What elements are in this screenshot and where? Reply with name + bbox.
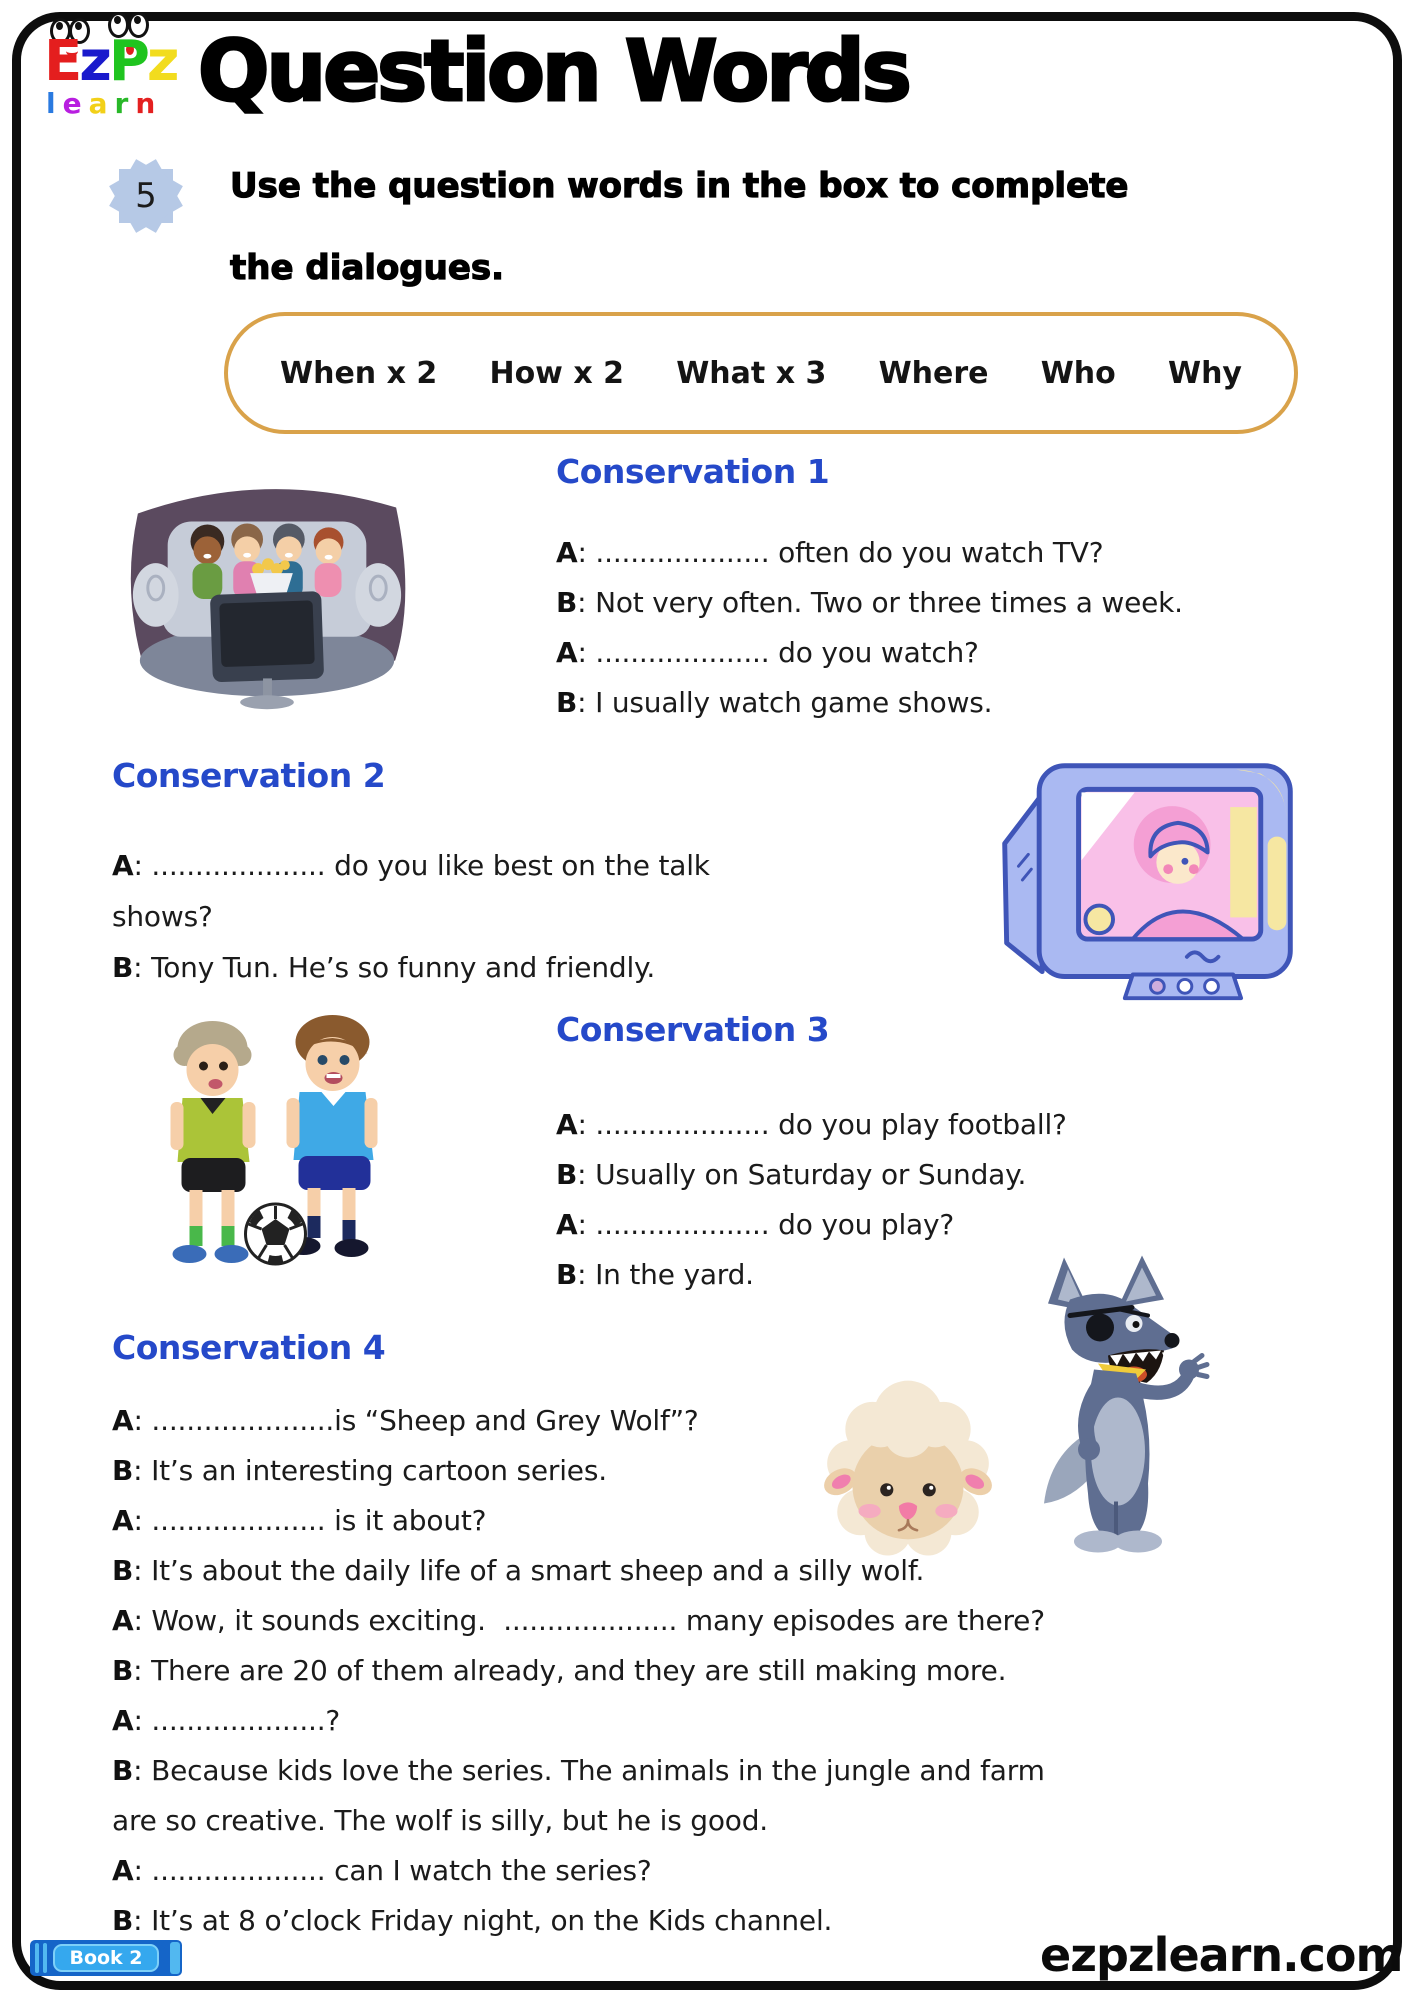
dialogue-line: B: In the yard.: [556, 1258, 754, 1291]
word-option: What x 3: [676, 355, 827, 391]
logo-wordmark: EzPz: [44, 29, 177, 94]
dialogue-line: B: There are 20 of them already, and they are still making more.: [112, 1654, 1007, 1687]
exercise-number: 5: [135, 176, 157, 216]
dialogue-line: B: It’s at 8 o’clock Friday night, on the Kids channel.: [112, 1904, 833, 1937]
word-option: Why: [1167, 355, 1242, 391]
dialogue-line: A: .....................is “Sheep and Grey Wolf”?: [112, 1404, 699, 1437]
word-option: Who: [1040, 355, 1116, 391]
dialogue-line: A: .................... do you like best on the talk: [112, 849, 710, 882]
dialogue-line: B: It’s about the daily life of a smart sheep and a silly wolf.: [112, 1554, 925, 1587]
conversation-2-heading: Conservation 2: [112, 756, 386, 795]
conversation-1: [556, 452, 1183, 728]
dialogue-line: B: Because kids love the series. The animals in the jungle and farm: [112, 1754, 1045, 1787]
word-option: Where: [878, 355, 989, 391]
question-words-box: [224, 312, 1298, 434]
conversation-2: [112, 756, 710, 993]
dialogue-line: A: .................... do you watch?: [556, 636, 979, 669]
word-option: When x 2: [280, 355, 438, 391]
website-url: ezpzlearn.com: [1040, 1928, 1403, 1982]
exercise-number-badge: [108, 158, 184, 234]
dialogue-line: shows?: [112, 900, 213, 933]
conversation-3: [556, 1010, 1067, 1300]
ezpz-learn-logo: [44, 12, 204, 130]
conversation-3-heading: Conservation 3: [556, 1010, 830, 1049]
dialogue-line: A: .................... do you play?: [556, 1208, 955, 1241]
dialogue-line: A: .................... can I watch the series?: [112, 1854, 652, 1887]
dialogue-line: B: Usually on Saturday or Sunday.: [556, 1158, 1027, 1191]
instruction-line-1: Use the question words in the box to complete: [230, 166, 1129, 206]
retro-tv-illustration: [985, 748, 1310, 1010]
conversation-4-heading: Conservation 4: [112, 1328, 386, 1367]
instruction-line-2: the dialogues.: [230, 248, 505, 288]
dialogue-line: A: .................... is it about?: [112, 1504, 487, 1537]
book-badge: [30, 1940, 182, 1976]
family-watching-tv-illustration: [118, 455, 416, 727]
dialogue-line: A: .................... do you play football?: [556, 1108, 1067, 1141]
book-badge-label: Book 2: [53, 1944, 158, 1972]
dialogue-line: A: .................... often do you watch TV?: [556, 536, 1104, 569]
dialogue-line: B: Not very often. Two or three times a week.: [556, 586, 1183, 619]
dialogue-line: A: Wow, it sounds exciting. .................... many episodes are there?: [112, 1604, 1045, 1637]
conversation-4: [112, 1328, 1045, 1946]
dialogue-line: B: It’s an interesting cartoon series.: [112, 1454, 607, 1487]
logo-subtext: learn: [46, 87, 163, 120]
dialogue-line: B: I usually watch game shows.: [556, 686, 993, 719]
word-option: How x 2: [489, 355, 625, 391]
dialogue-line: A: ....................?: [112, 1704, 341, 1737]
page-title: Question Words: [198, 22, 909, 120]
conversation-1-heading: Conservation 1: [556, 452, 830, 491]
boys-playing-football-illustration: [135, 1000, 420, 1285]
dialogue-line: B: Tony Tun. He’s so funny and friendly.: [112, 951, 656, 984]
dialogue-line: are so creative. The wolf is silly, but he is good.: [112, 1804, 768, 1837]
